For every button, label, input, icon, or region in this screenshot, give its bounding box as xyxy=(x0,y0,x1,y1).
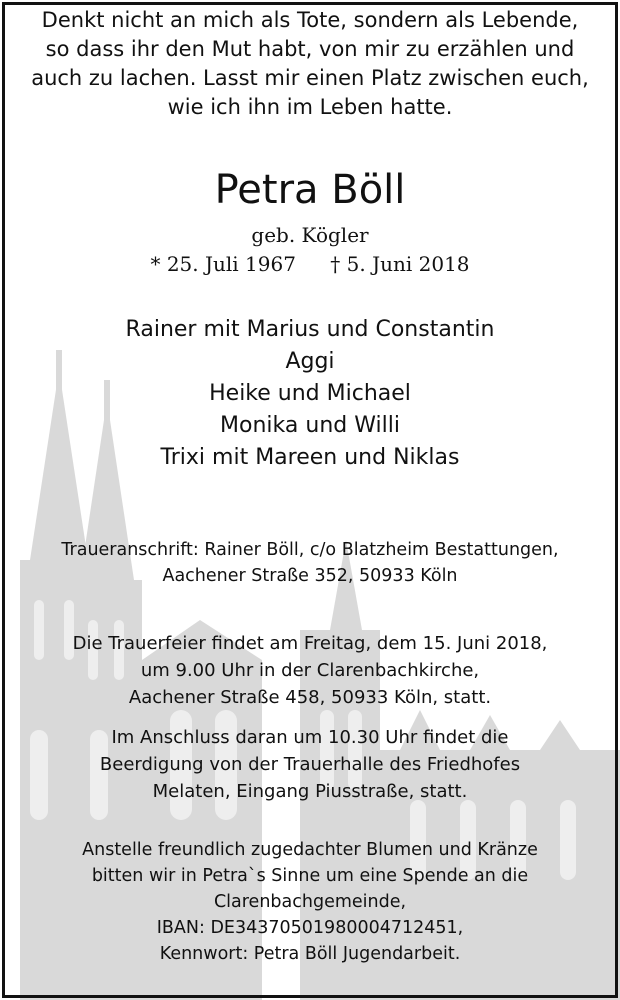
funeral-service-info xyxy=(0,630,620,711)
donation-line: Clarenbachgemeinde, xyxy=(213,892,407,912)
mourner-line: Monika und Willi xyxy=(220,413,400,438)
poem-verse xyxy=(0,6,620,122)
service-line: Die Trauerfeier findet am Freitag, dem 15. Juni 2018, xyxy=(72,633,548,654)
mourner-line: Aggi xyxy=(285,349,335,374)
mourner-line: Trixi mit Mareen und Niklas xyxy=(160,445,460,470)
mourning-address xyxy=(0,537,620,589)
birth-date: * 25. Juli 1967 xyxy=(150,252,296,276)
poem-line: auch zu lachen. Lasst mir einen Platz zwischen euch, xyxy=(31,66,589,90)
deceased-name: Petra Böll xyxy=(214,167,406,213)
burial-line: Im Anschluss daran um 10.30 Uhr findet die xyxy=(111,727,509,748)
life-dates xyxy=(0,250,620,278)
address-line: Aachener Straße 352, 50933 Köln xyxy=(162,566,458,586)
poem-line: wie ich ihn im Leben hatte. xyxy=(167,95,453,119)
mourner-line: Rainer mit Marius und Constantin xyxy=(125,317,495,342)
mourners-list xyxy=(0,314,620,474)
donation-line: Anstelle freundlich zugedachter Blumen und Kränze xyxy=(82,840,538,860)
poem-line: so dass ihr den Mut habt, von mir zu erzählen und xyxy=(45,37,575,61)
burial-info xyxy=(0,724,620,805)
donation-request xyxy=(0,837,620,967)
donation-line: bitten wir in Petra`s Sinne um eine Spende an die xyxy=(91,866,529,886)
donation-iban: IBAN: DE34370501980004712451, xyxy=(156,918,464,938)
death-date: † 5. Juni 2018 xyxy=(330,252,470,276)
mourner-line: Heike und Michael xyxy=(209,381,411,406)
burial-line: Melaten, Eingang Piusstraße, statt. xyxy=(152,781,468,802)
service-line: um 9.00 Uhr in der Clarenbachkirche, xyxy=(140,660,480,681)
born-name: geb. Kögler xyxy=(251,223,369,247)
donation-keyword: Kennwort: Petra Böll Jugendarbeit. xyxy=(159,944,461,964)
burial-line: Beerdigung von der Trauerhalle des Friedhofes xyxy=(99,754,521,775)
poem-line: Denkt nicht an mich als Tote, sondern als Lebende, xyxy=(41,8,579,32)
service-line: Aachener Straße 458, 50933 Köln, statt. xyxy=(128,687,492,708)
address-line: Traueranschrift: Rainer Böll, c/o Blatzheim Bestattungen, xyxy=(61,540,559,560)
